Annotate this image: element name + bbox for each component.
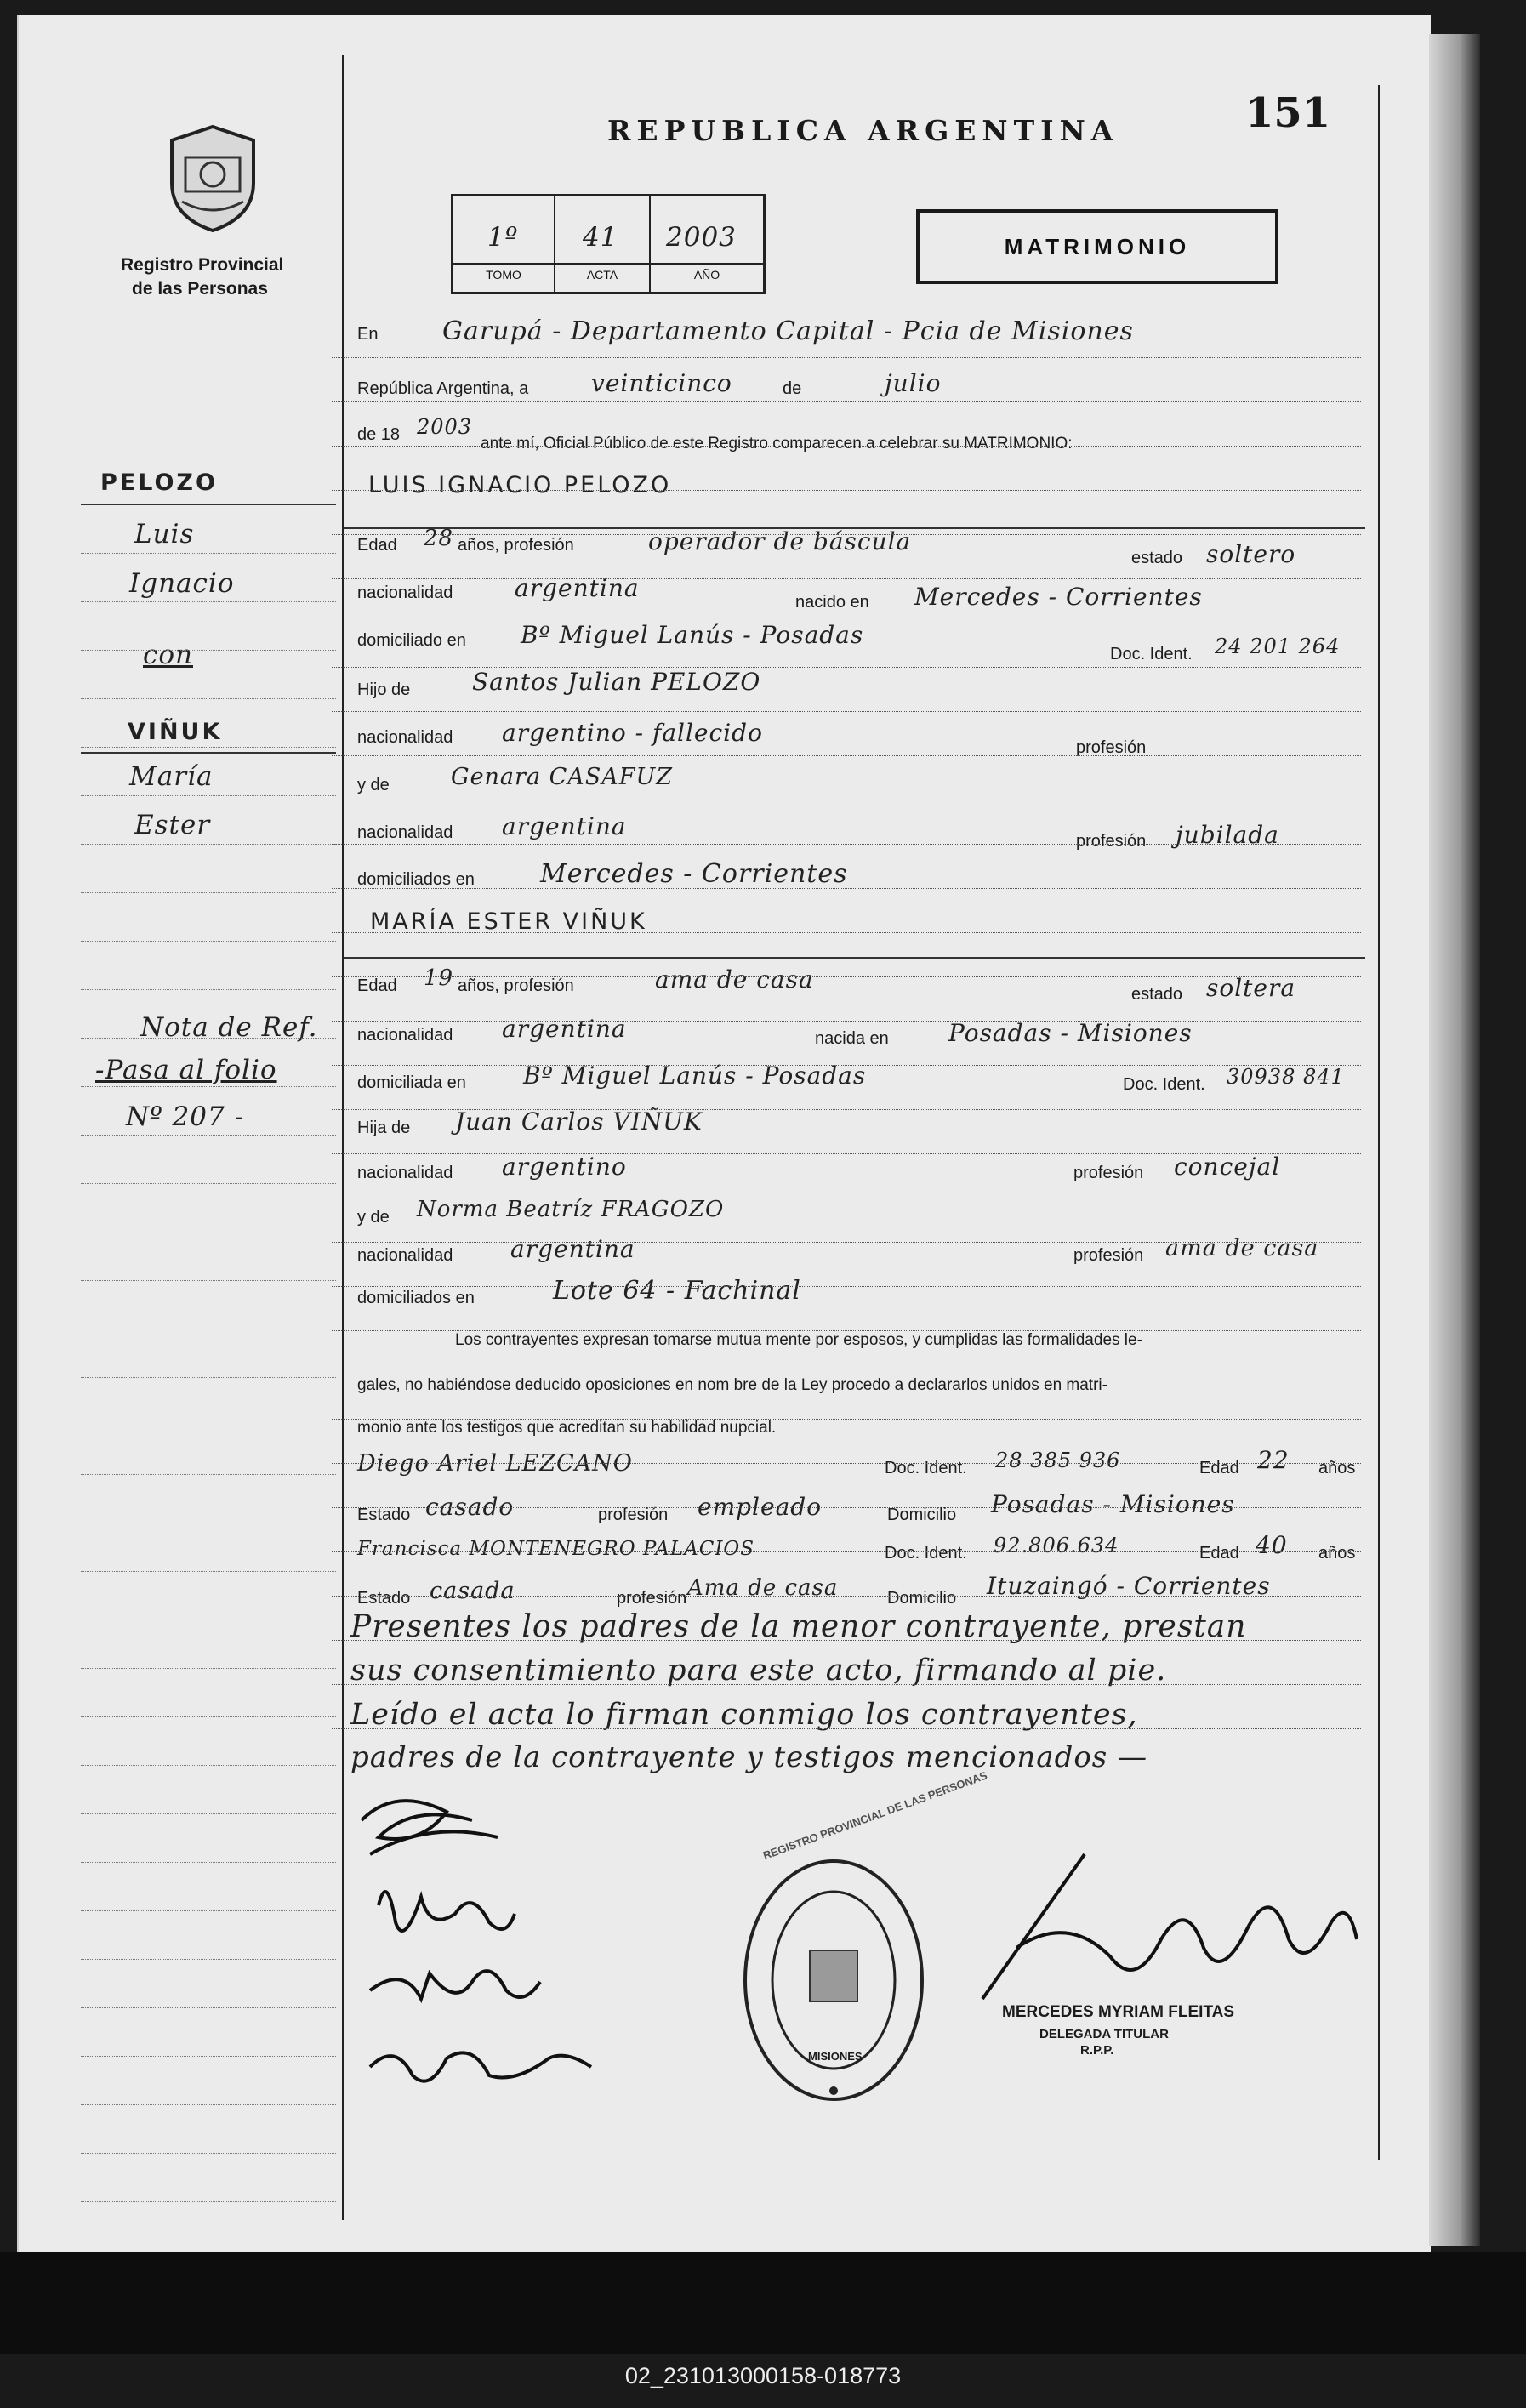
margin-note-3: Nº 207 - bbox=[126, 1102, 245, 1132]
witness2-doc: 92.806.634 bbox=[994, 1534, 1119, 1557]
margin-ruled-line bbox=[81, 1474, 336, 1475]
ruled-line bbox=[332, 534, 1361, 535]
margin-ruled-line bbox=[81, 698, 336, 699]
margin-ruled-line bbox=[81, 1668, 336, 1669]
note-line-4: padres de la contrayente y testigos mencionados — bbox=[350, 1740, 1148, 1774]
de-label: de bbox=[783, 379, 802, 398]
groom-mother-prof: jubilada bbox=[1176, 821, 1279, 849]
registry-name-line1: Registro Provincial bbox=[121, 255, 284, 275]
witness1-doc-label: Doc. Ident. bbox=[885, 1459, 967, 1477]
bride-estado: soltera bbox=[1206, 974, 1296, 1002]
witness2-anos-label: años bbox=[1318, 1544, 1356, 1563]
witness1-estado-label: Estado bbox=[357, 1506, 411, 1524]
witness1-edad-label: Edad bbox=[1199, 1459, 1239, 1477]
bride-edad-label: Edad bbox=[357, 976, 397, 995]
margin-ruled-line bbox=[81, 2056, 336, 2057]
note-line-3: Leído el acta lo firman conmigo los contrayentes, bbox=[350, 1698, 1138, 1732]
groom-parents-dom: Mercedes - Corrientes bbox=[540, 859, 848, 889]
right-margin-line bbox=[1378, 85, 1380, 2160]
bride-estado-label: estado bbox=[1131, 985, 1183, 1004]
registry-emblem bbox=[162, 123, 264, 234]
margin-ruled-line bbox=[81, 1862, 336, 1863]
margin-ruled-line bbox=[81, 1571, 336, 1572]
witness1-domicilio-label: Domicilio bbox=[887, 1506, 957, 1524]
declaration-line-1: Los contrayentes expresan tomarse mutua mente por esposos, y cumplidas las formalidades le- bbox=[455, 1331, 1142, 1349]
groom-domicilio-label: domiciliado en bbox=[357, 631, 466, 650]
margin-ruled-line bbox=[81, 1765, 336, 1766]
margin-ruled-line bbox=[81, 601, 336, 602]
ruled-line bbox=[332, 755, 1361, 756]
groom-nationality-label: nacionalidad bbox=[357, 583, 453, 602]
republica-label: República Argentina, a bbox=[357, 379, 529, 398]
margin-ruled-line bbox=[81, 1813, 336, 1814]
groom-mother: Genara CASAFUZ bbox=[451, 764, 674, 790]
ruled-line bbox=[332, 446, 1361, 447]
scan-background bbox=[0, 2252, 1526, 2354]
ruled-line bbox=[332, 888, 1361, 889]
groom-estado: soltero bbox=[1206, 540, 1296, 568]
bride-parents-dom: Lote 64 - Fachinal bbox=[553, 1276, 801, 1306]
bride-profesion-label: años, profesión bbox=[458, 976, 574, 995]
acta-value: 41 bbox=[583, 222, 618, 253]
margin-ruled-line bbox=[81, 795, 336, 796]
bride-father-prof: concejal bbox=[1174, 1153, 1281, 1181]
witness2-estado-label: Estado bbox=[357, 1589, 411, 1608]
margin-underline-2 bbox=[81, 752, 336, 754]
groom-nacido-label: nacido en bbox=[795, 593, 869, 612]
tomo-value: 1º bbox=[487, 222, 519, 253]
groom-doc: 24 201 264 bbox=[1215, 635, 1341, 658]
margin-ruled-line bbox=[81, 2104, 336, 2105]
margin-ruled-line bbox=[81, 1038, 336, 1039]
margin-ruled-line bbox=[81, 1280, 336, 1281]
bride-mother: Norma Beatríz FRAGOZO bbox=[417, 1197, 725, 1222]
declaration-line-2: gales, no habiéndose deducido oposiciones en nom bre de la Ley procedo a declararlos unidos en matri- bbox=[357, 1376, 1107, 1394]
acta-label: ACTA bbox=[586, 268, 618, 282]
groom-father-label: Hijo de bbox=[357, 680, 411, 699]
margin-ruled-line bbox=[81, 989, 336, 990]
margin-ruled-line bbox=[81, 650, 336, 651]
signatures-contrayentes bbox=[344, 1786, 625, 2109]
groom-mother-prof-label: profesión bbox=[1076, 832, 1147, 851]
witness1-anos-label: años bbox=[1318, 1459, 1356, 1477]
margin-note-2: -Pasa al folio bbox=[95, 1055, 277, 1085]
book-edge bbox=[1429, 34, 1480, 2246]
bride-father-label: Hija de bbox=[357, 1119, 411, 1137]
declaration-line-3: monio ante los testigos que acreditan su habilidad nupcial. bbox=[357, 1419, 777, 1437]
ruled-line bbox=[332, 1551, 1361, 1552]
groom-estado-label: estado bbox=[1131, 549, 1183, 567]
ruled-line bbox=[332, 490, 1361, 491]
margin-ruled-line bbox=[81, 747, 336, 748]
seal-sub: MISIONES bbox=[808, 2050, 863, 2063]
ruled-line bbox=[332, 1684, 1361, 1685]
margin-ruled-line bbox=[81, 941, 336, 942]
officer-signature bbox=[965, 1846, 1365, 2016]
year-prefix: de 18 bbox=[357, 425, 401, 444]
margin-surname-groom: PELOZO bbox=[100, 470, 218, 496]
margin-ruled-line bbox=[81, 2201, 336, 2202]
place-value: Garupá - Departamento Capital - Pcia de Misiones bbox=[442, 316, 1134, 346]
margin-name-groom-1: Luis bbox=[134, 519, 195, 549]
margin-ruled-line bbox=[81, 1377, 336, 1378]
witness2-estado: casada bbox=[430, 1578, 515, 1604]
tomo-label: TOMO bbox=[486, 268, 521, 282]
officer-name: MERCEDES MYRIAM FLEITAS bbox=[1002, 2003, 1235, 2021]
witness1-profession: empleado bbox=[698, 1493, 823, 1521]
ruled-line bbox=[332, 667, 1361, 668]
margin-underline bbox=[81, 504, 336, 505]
bride-father-prof-label: profesión bbox=[1073, 1164, 1144, 1182]
groom-domicile: Bº Miguel Lanús - Posadas bbox=[521, 621, 864, 649]
ruled-line bbox=[332, 1109, 1361, 1110]
anio-label: AÑO bbox=[693, 268, 720, 282]
witness2-age: 40 bbox=[1256, 1531, 1288, 1559]
ruled-line bbox=[332, 401, 1361, 402]
margin-ruled-line bbox=[81, 1910, 336, 1911]
groom-mother-nat-label: nacionalidad bbox=[357, 823, 453, 842]
groom-parents-dom-label: domiciliados en bbox=[357, 870, 475, 889]
ruled-line bbox=[332, 1728, 1361, 1729]
bride-mother-prof: ama de casa bbox=[1165, 1235, 1319, 1261]
bride-parents-dom-label: domiciliados en bbox=[357, 1289, 475, 1307]
groom-father-nat: argentino - fallecido bbox=[502, 719, 763, 747]
bride-full-name: MARÍA ESTER VIÑUK bbox=[370, 908, 647, 935]
witness2-profesion-label: profesión bbox=[617, 1589, 687, 1608]
margin-surname-bride: VIÑUK bbox=[128, 719, 223, 745]
registry-seal bbox=[740, 1853, 927, 2108]
bride-profession: ama de casa bbox=[655, 965, 814, 993]
ruled-line bbox=[332, 578, 1361, 579]
ruled-line bbox=[332, 1419, 1361, 1420]
witness2-edad-label: Edad bbox=[1199, 1544, 1239, 1563]
bride-father: Juan Carlos VIÑUK bbox=[455, 1107, 703, 1136]
ruled-line bbox=[332, 711, 1361, 712]
note-line-2: sus consentimiento para este acto, firmando al pie. bbox=[350, 1654, 1167, 1688]
groom-father-nat-label: nacionalidad bbox=[357, 728, 453, 747]
groom-father-prof-label: profesión bbox=[1076, 738, 1147, 757]
bride-section-line bbox=[344, 957, 1365, 959]
act-reference-box bbox=[451, 194, 766, 294]
groom-profesion-label: años, profesión bbox=[458, 536, 574, 555]
image-id-caption: 02_231013000158-018773 bbox=[624, 2363, 902, 2388]
officer-org: R.P.P. bbox=[1080, 2043, 1114, 2058]
groom-doc-label: Doc. Ident. bbox=[1110, 645, 1193, 663]
witness1-doc: 28 385 936 bbox=[995, 1449, 1121, 1472]
witness1-name: Diego Ariel LEZCANO bbox=[357, 1450, 633, 1477]
groom-mother-nat: argentina bbox=[502, 812, 627, 840]
margin-ruled-line bbox=[81, 1959, 336, 1960]
country-title: REPUBLICA ARGENTINA bbox=[607, 114, 1119, 147]
bride-nationality: argentina bbox=[502, 1015, 627, 1043]
groom-profession: operador de báscula bbox=[648, 527, 912, 555]
ruled-line bbox=[332, 357, 1361, 358]
bride-age: 19 bbox=[424, 965, 454, 991]
bride-domicile: Bº Miguel Lanús - Posadas bbox=[523, 1062, 867, 1090]
ruled-line bbox=[332, 976, 1361, 977]
groom-full-name: LUIS IGNACIO PELOZO bbox=[368, 472, 672, 498]
ante-label: ante mí, Oficial Público de este Registro comparecen a celebrar su MATRIMONIO: bbox=[481, 435, 1073, 453]
bride-father-nat: argentino bbox=[502, 1153, 627, 1181]
witness1-profesion-label: profesión bbox=[598, 1506, 669, 1524]
witness2-domicilio-label: Domicilio bbox=[887, 1589, 957, 1608]
ruled-line bbox=[332, 1596, 1361, 1597]
ruled-line bbox=[332, 1242, 1361, 1243]
bride-domicilio-label: domiciliada en bbox=[357, 1073, 466, 1092]
margin-ruled-line bbox=[81, 2153, 336, 2154]
groom-nationality: argentina bbox=[515, 574, 640, 602]
bride-mother-prof-label: profesión bbox=[1073, 1246, 1144, 1265]
witness2-domicile: Ituzaingó - Corrientes bbox=[987, 1572, 1271, 1600]
ruled-line bbox=[332, 1330, 1361, 1331]
bride-father-nat-label: nacionalidad bbox=[357, 1164, 453, 1182]
day-value: veinticinco bbox=[591, 369, 732, 397]
bride-mother-label: y de bbox=[357, 1208, 390, 1227]
note-line-1: Presentes los padres de la menor contrayente, prestan bbox=[350, 1609, 1247, 1644]
margin-ruled-line bbox=[81, 844, 336, 845]
margin-name-bride-2: Ester bbox=[134, 810, 211, 840]
seal-text: REGISTRO PROVINCIAL DE LAS PERSONAS bbox=[761, 1768, 989, 1863]
ruled-line bbox=[332, 932, 1361, 933]
witness2-profession: Ama de casa bbox=[687, 1575, 839, 1601]
bride-birthplace: Posadas - Misiones bbox=[948, 1019, 1193, 1047]
witness1-estado: casado bbox=[425, 1493, 515, 1521]
margin-ruled-line bbox=[81, 1183, 336, 1184]
margin-ruled-line bbox=[81, 2007, 336, 2008]
ruled-line bbox=[332, 1286, 1361, 1287]
registry-name-line2: de las Personas bbox=[132, 279, 268, 299]
witness2-doc-label: Doc. Ident. bbox=[885, 1544, 967, 1563]
bride-doc: 30938 841 bbox=[1227, 1065, 1345, 1089]
en-label: En bbox=[357, 325, 379, 344]
margin-note-1: Nota de Ref. bbox=[140, 1012, 318, 1043]
officer-title: DELEGADA TITULAR bbox=[1039, 2027, 1169, 2041]
groom-mother-label: y de bbox=[357, 776, 390, 794]
margin-name-bride-1: María bbox=[129, 761, 214, 792]
witness1-age: 22 bbox=[1257, 1446, 1290, 1474]
year-value: 2003 bbox=[417, 415, 473, 439]
month-value: julio bbox=[885, 369, 942, 397]
groom-age: 28 bbox=[424, 526, 454, 551]
bride-nationality-label: nacionalidad bbox=[357, 1026, 453, 1045]
bride-mother-nat: argentina bbox=[510, 1235, 635, 1263]
margin-ruled-line bbox=[81, 1086, 336, 1087]
ruled-line bbox=[332, 844, 1361, 845]
margin-con: con bbox=[143, 640, 193, 670]
margin-name-groom-2: Ignacio bbox=[129, 568, 235, 599]
bride-doc-label: Doc. Ident. bbox=[1123, 1075, 1205, 1094]
witness2-name: Francisca MONTENEGRO PALACIOS bbox=[357, 1538, 755, 1560]
anio-value: 2003 bbox=[666, 222, 737, 253]
margin-ruled-line bbox=[81, 1135, 336, 1136]
ruled-line bbox=[332, 1153, 1361, 1154]
groom-birthplace: Mercedes - Corrientes bbox=[914, 583, 1203, 611]
ruled-line bbox=[332, 1065, 1361, 1066]
ruled-line bbox=[332, 1021, 1361, 1022]
ruled-line bbox=[332, 1640, 1361, 1641]
folio-number: 151 bbox=[1245, 89, 1331, 137]
margin-ruled-line bbox=[81, 892, 336, 893]
groom-father: Santos Julian PELOZO bbox=[472, 668, 761, 696]
bride-mother-nat-label: nacionalidad bbox=[357, 1246, 453, 1265]
ruled-line bbox=[332, 1463, 1361, 1464]
act-type-box: MATRIMONIO bbox=[916, 209, 1278, 284]
groom-edad-label: Edad bbox=[357, 536, 397, 555]
witness1-domicile: Posadas - Misiones bbox=[991, 1490, 1235, 1518]
margin-ruled-line bbox=[81, 553, 336, 554]
ruled-line bbox=[332, 1507, 1361, 1508]
margin-ruled-line bbox=[81, 1716, 336, 1717]
bride-nacida-label: nacida en bbox=[815, 1029, 889, 1048]
